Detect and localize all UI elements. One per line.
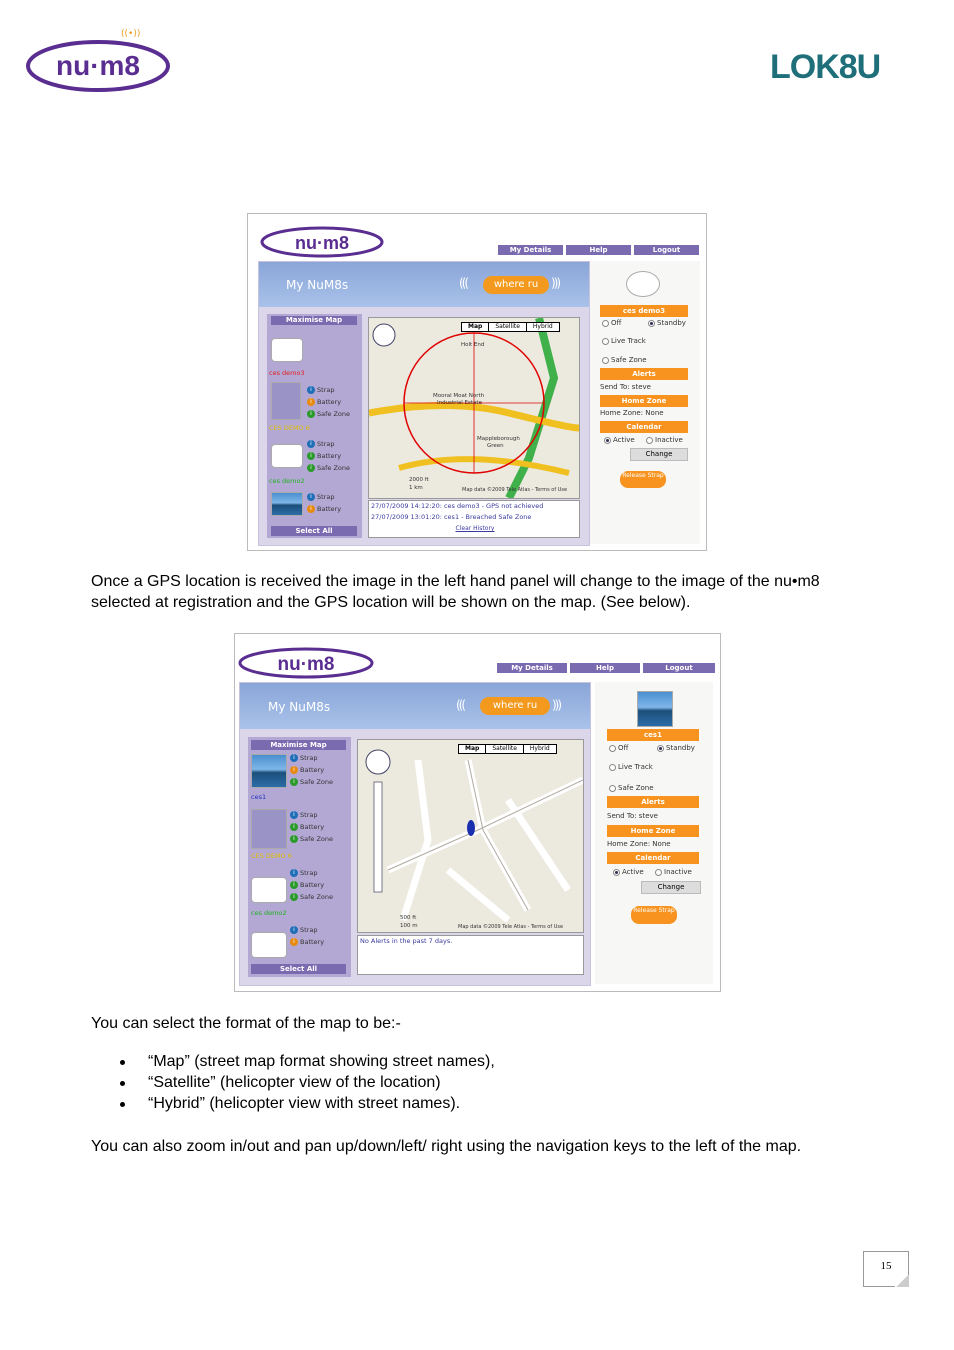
map-label: Industrial Estate	[437, 400, 482, 406]
tab-hybrid[interactable]: Hybrid	[532, 323, 553, 330]
tab-hybrid[interactable]: Hybrid	[529, 745, 550, 752]
device-avatar-3	[251, 877, 287, 903]
device-avatar-1	[271, 338, 303, 362]
log-entry: No Alerts in the past 7 days.	[360, 937, 453, 945]
device-settings-panel: ces1 Off Standby Live Track Safe Zone Alerts Send To: steve Home Zone Home Zone: None Calendar Active Inactive Change Release Strap	[595, 682, 713, 984]
selected-device-name: ces demo3	[600, 305, 688, 317]
off-radio[interactable]	[609, 745, 616, 752]
map-attribution: Map data ©2009 Tele Atlas - Terms of Use	[462, 487, 568, 493]
map-attribution: Map data ©2009 Tele Atlas - Terms of Use	[458, 924, 564, 930]
tab-satellite[interactable]: Satellite	[489, 323, 527, 331]
device-status-4: i Strap i Battery	[307, 491, 341, 515]
map-label: Holt End	[461, 342, 485, 348]
list-item: “Map” (street map format showing street names),	[91, 1051, 495, 1072]
page-title: My NuM8s	[268, 700, 331, 714]
selected-device-avatar	[637, 691, 673, 727]
maximise-map-button[interactable]: Maximise Map	[251, 740, 346, 750]
send-to-text: Send To: steve	[600, 383, 651, 391]
active-radio[interactable]	[604, 437, 611, 444]
device-settings-panel: ces demo3 Off Standby Live Track Safe Zone Alerts Send To: steve Home Zone Home Zone: None Calendar Active Inactive Change Release Strap	[590, 261, 700, 544]
screenshot-2	[234, 633, 721, 992]
device-status-3: i Strap i Battery i Safe Zone	[307, 438, 350, 474]
map-label: Mooral Moat North	[433, 393, 485, 399]
maximise-map-button[interactable]: Maximise Map	[271, 316, 357, 325]
scale-m: 100 m	[400, 923, 418, 929]
home-zone-value: Home Zone: None	[600, 409, 664, 417]
clear-history-link[interactable]: Clear History	[455, 525, 495, 532]
device-avatar-2	[251, 809, 287, 849]
off-radio[interactable]	[602, 320, 609, 327]
home-zone-header[interactable]: Home Zone	[600, 395, 688, 407]
paragraph-navigation: You can also zoom in/out and pan up/down/left/ right using the navigation keys to the left of the map.	[91, 1138, 802, 1155]
help-button[interactable]: Help	[570, 663, 640, 673]
page-title: My NuM8s	[286, 278, 349, 292]
num8-mini-logo	[260, 218, 390, 258]
change-button[interactable]: Change	[630, 448, 688, 461]
tab-map[interactable]: Map	[462, 323, 489, 331]
lok8u-logo	[770, 48, 910, 108]
device-avatar-3	[271, 444, 303, 468]
log-entry: 27/07/2009 14:12:20: ces demo3 - GPS not achieved	[371, 502, 544, 510]
help-button[interactable]: Help	[566, 245, 631, 255]
log-entry: 27/07/2009 13:01:20: ces1 - Breached Safe Zone	[371, 513, 532, 521]
device-status-3: i Strap i Battery i Safe Zone	[290, 867, 333, 903]
map-view[interactable]	[357, 739, 584, 933]
device-status-2: i Strap i Battery i Safe Zone	[307, 384, 350, 420]
device-list	[267, 314, 362, 538]
active-radio[interactable]	[613, 869, 620, 876]
calendar-header[interactable]: Calendar	[600, 421, 688, 433]
select-all-button[interactable]: Select All	[271, 526, 357, 536]
device-avatar-4	[251, 932, 287, 958]
change-button[interactable]: Change	[641, 881, 701, 894]
logout-button[interactable]: Logout	[634, 245, 699, 255]
standby-radio[interactable]	[657, 745, 664, 752]
where-ru-badge: where ru	[480, 697, 550, 715]
my-details-button[interactable]: My Details	[498, 245, 563, 255]
scale-ft: 500 ft	[400, 915, 417, 921]
select-all-button[interactable]: Select All	[251, 964, 346, 974]
device-list	[248, 737, 351, 977]
device-name-1[interactable]: ces demo3	[269, 369, 305, 377]
device-name-3[interactable]: ces demo2	[251, 909, 287, 917]
device-avatar-4	[271, 492, 303, 516]
standby-radio[interactable]	[648, 320, 655, 327]
list-item: “Satellite” (helicopter view of the location)	[91, 1072, 495, 1093]
safe-zone-radio[interactable]	[602, 357, 609, 364]
num8-mini-logo	[238, 637, 378, 679]
device-status-4: i Strap i Battery	[290, 924, 324, 948]
num8-logo-text: nu·m8	[56, 50, 140, 81]
map-view[interactable]	[368, 317, 580, 499]
format-list	[91, 1051, 495, 1114]
calendar-header[interactable]: Calendar	[607, 852, 699, 864]
banner: My NuM8s ((( where ru )))	[259, 262, 589, 307]
device-avatar-1	[251, 754, 287, 788]
scale-ft: 2000 ft	[409, 477, 429, 483]
device-status-2: i Strap i Battery i Safe Zone	[290, 809, 333, 845]
release-strap-button[interactable]: Release Strap	[620, 471, 666, 488]
where-ru-badge: where ru	[483, 276, 549, 294]
main-panel	[239, 682, 591, 986]
lok8u-logo-text: LOK8U	[770, 48, 881, 86]
map-type-tabs	[461, 322, 560, 332]
send-to-text: Send To: steve	[607, 812, 658, 820]
paragraph-gps: Once a GPS location is received the image in the left hand panel will change to the image of the nu•m8 selected at registration and the GPS location will be shown on the map. (See below).	[91, 573, 820, 611]
inactive-radio[interactable]	[655, 869, 662, 876]
num8-logo	[26, 28, 174, 92]
logout-button[interactable]: Logout	[643, 663, 715, 673]
my-details-button[interactable]: My Details	[497, 663, 567, 673]
device-name-3[interactable]: ces demo2	[269, 477, 305, 485]
svg-text:nu·m8: nu·m8	[295, 233, 349, 253]
device-status-1: i Strap i Battery i Safe Zone	[290, 752, 333, 788]
history-log	[368, 500, 580, 538]
list-item: “Hybrid” (helicopter view with street names).	[91, 1093, 495, 1114]
page-number: 15	[863, 1251, 909, 1287]
main-panel	[258, 261, 590, 546]
selected-device-name: ces1	[607, 729, 699, 741]
svg-text:((•)): ((•))	[121, 29, 141, 39]
selected-device-avatar	[626, 271, 660, 297]
banner: My NuM8s ((( where ru )))	[240, 683, 590, 729]
live-track-radio[interactable]	[609, 764, 616, 771]
home-zone-value: Home Zone: None	[607, 840, 671, 848]
scale-km: 1 km	[409, 485, 423, 491]
device-name-2[interactable]: CES DEMO 6	[251, 852, 292, 860]
screenshot-1	[247, 213, 707, 551]
map-label: Green	[487, 443, 504, 449]
map-type-tabs	[458, 744, 557, 754]
device-name-1[interactable]: ces1	[251, 793, 267, 801]
release-strap-button[interactable]: Release Strap	[631, 906, 677, 924]
tab-map[interactable]: Map	[459, 745, 486, 753]
svg-text:nu·m8: nu·m8	[277, 654, 335, 675]
map-label: Mappleborough	[477, 436, 520, 442]
alerts-header[interactable]: Alerts	[600, 368, 688, 380]
tab-satellite[interactable]: Satellite	[486, 745, 524, 753]
paragraph-format: You can select the format of the map to be:-	[91, 1015, 401, 1032]
history-log	[357, 935, 584, 975]
alerts-header[interactable]: Alerts	[607, 796, 699, 808]
device-name-2[interactable]: CES DEMO 6	[269, 424, 310, 432]
inactive-radio[interactable]	[646, 437, 653, 444]
page-fold-icon	[895, 1275, 909, 1287]
device-avatar-2	[271, 382, 301, 420]
safe-zone-radio[interactable]	[609, 785, 616, 792]
home-zone-header[interactable]: Home Zone	[607, 825, 699, 837]
live-track-radio[interactable]	[602, 338, 609, 345]
